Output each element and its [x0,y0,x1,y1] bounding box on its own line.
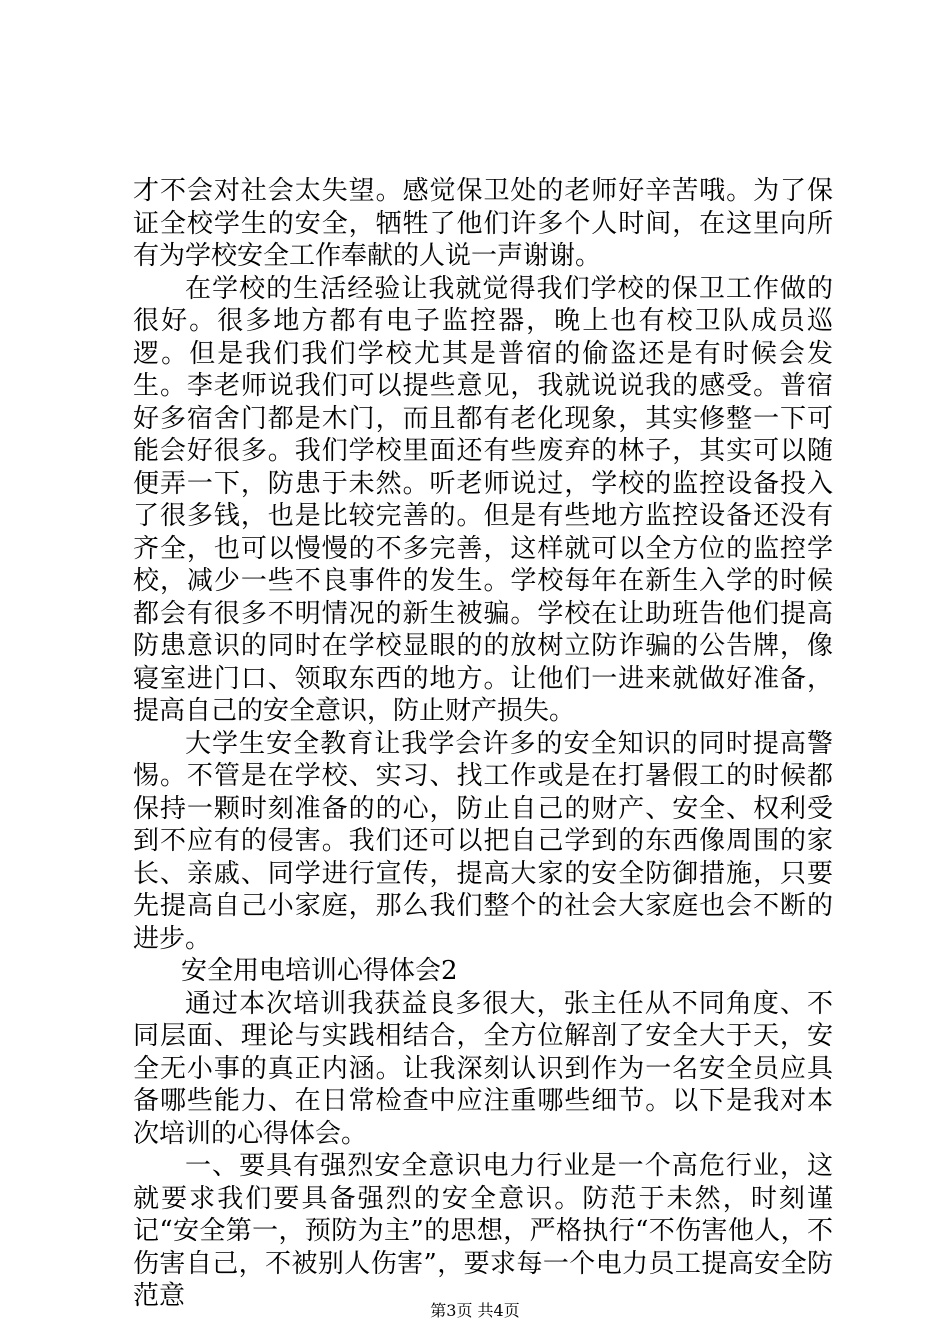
document-body [133,175,833,1313]
paragraph-4: 通过本次培训我获益良多很大，张主任从不同角度、不同层面、理论与实践相结合，全方位解剖了安全大于天，安全无小事的真正内涵。让我深刻认识到作为一名安全员应具备哪些能力、在日常检查中应注重哪些细节。以下是我对本次培训的心得体会。 [133,988,833,1149]
section-heading: 安全用电培训心得体会2 [181,956,458,986]
paragraph-5: 一、要具有强烈安全意识电力行业是一个高危行业，这就要求我们要具备强烈的安全意识。防范于未然，时刻谨记“安全第一，预防为主”的思想，严格执行“不伤害他人，不伤害自己，不被别人伤害”，要求每一个电力员工提高安全防范意 [133,1151,833,1311]
page-number-footer: 第3页 共4页 [430,1301,520,1320]
paragraph-2: 在学校的生活经验让我就觉得我们学校的保卫工作做的很好。很多地方都有电子监控器，晚上也有校卫队成员巡逻。但是我们我们学校尤其是普宿的偷盗还是有时候会发生。李老师说我们可以提些意见，我就说说我的感受。普宿好多宿舍门都是木门，而且都有老化现象，其实修整一下可能会好很多。我们学校里面还有些废弃的林子，其实可以随便弄一下，防患于未然。听老师说过，学校的监控设备投入了很多钱，也是比较完善的。但是有些地方监控设备还没有齐全，也可以慢慢的不多完善，这样就可以全方位的监控学校，减少一些不良事件的发生。学校每年在新生入学的时候都会有很多不明情况的新生被骗。学校在让助班告他们提高防患意识的同时在学校显眼的的放树立防诈骗的公告牌，像寝室进门口、领取东西的地方。让他们一进来就做好准备，提高自己的安全意识，防止财产损失。 [133,273,833,726]
paragraph-1: 才不会对社会太失望。感觉保卫处的老师好辛苦哦。为了保证全校学生的安全，牺牲了他们许多个人时间，在这里向所有为学校安全工作奉献的人说一声谢谢。 [133,176,833,271]
paragraph-3: 大学生安全教育让我学会许多的安全知识的同时提高警惕。不管是在学校、实习、找工作或是在打暑假工的时候都保持一颗时刻准备的的心，防止自己的财产、安全、权利受到不应有的侵害。我们还可以把自己学到的东西像周围的家长、亲戚、同学进行宣传，提高大家的安全防御措施，只要先提高自己小家庭，那么我们整个的社会大家庭也会不断的进步。 [133,728,833,954]
